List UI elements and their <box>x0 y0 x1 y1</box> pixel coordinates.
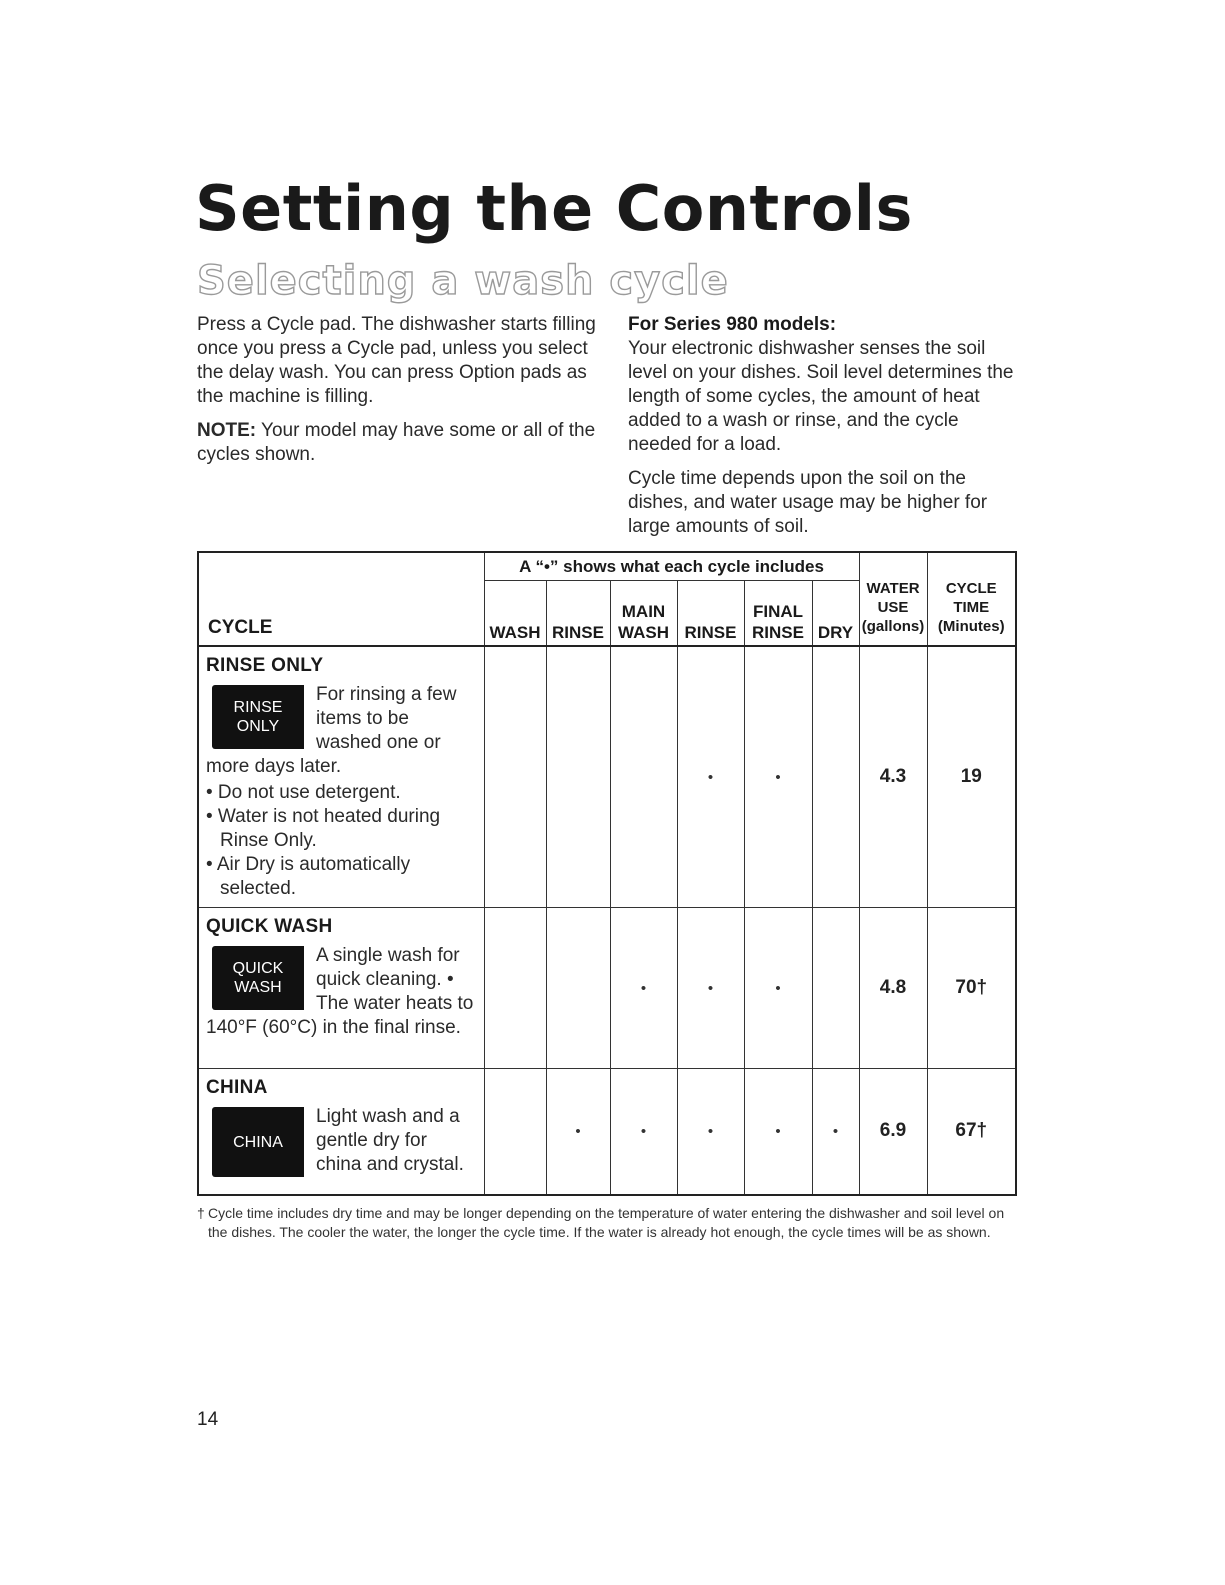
footnote <box>197 1204 1017 1242</box>
cycle-cell-rinse-only <box>198 646 484 908</box>
intro-paragraph: Press a Cycle pad. The dishwasher starts filling once you press a Cycle pad, unless you select the delay wash. You can press Option pads as the machine is filling. <box>197 314 596 407</box>
section-subtitle: Selecting a wash cycle <box>197 258 729 304</box>
includes-group-header: A “•” shows what each cycle includes <box>484 552 859 581</box>
water-header-line1: WATER <box>866 579 920 597</box>
included-dot: • <box>677 908 744 1069</box>
included-dot: • <box>744 646 812 908</box>
cycle-table <box>197 551 1017 1196</box>
included-dot: • <box>677 646 744 908</box>
included-dot: • <box>610 1069 677 1195</box>
footnote-text: Cycle time includes dry time and may be longer depending on the temperature of water entering the dishwasher and soil level on the dishes. The cooler the water, the longer the cycle time. If the water is already hot enough, the cycle times will be as shown. <box>208 1205 1005 1240</box>
included-dot: • <box>744 1069 812 1195</box>
time-header-line3: (Minutes) <box>937 617 1005 635</box>
cycle-time-value: 67† <box>927 1069 1016 1195</box>
bullet-item: • Do not use detergent. <box>206 782 401 803</box>
table-row <box>198 1069 1016 1195</box>
intro-left-column <box>197 313 597 477</box>
series-title: For Series 980 models: <box>628 314 837 335</box>
included-dot: • <box>610 908 677 1069</box>
water-header-line3: (gallons) <box>861 617 925 635</box>
column-header-final-rinse: FINAL RINSE <box>744 581 812 647</box>
cycle-name: CHINA <box>206 1077 268 1098</box>
page-number: 14 <box>197 1409 219 1430</box>
water-use-value: 4.8 <box>859 908 927 1069</box>
time-header-line2: TIME <box>953 598 990 616</box>
cycle-description: For rinsing a few items to be washed one or more days later. <box>206 684 457 777</box>
footnote-symbol: † <box>197 1205 205 1221</box>
cycle-cell-china <box>198 1069 484 1195</box>
note-paragraph <box>197 419 597 467</box>
series-paragraph-2: Cycle time depends upon the soil on the dishes, and water usage may be higher for large amounts of soil. <box>628 468 988 537</box>
table-row <box>198 908 1016 1069</box>
column-header-dry: DRY <box>812 581 859 647</box>
cycle-time-value: 19 <box>927 646 1016 908</box>
quick-wash-pad-icon: QUICK WASH <box>212 946 304 1010</box>
intro-right-column <box>628 313 1023 549</box>
note-label: NOTE: <box>197 420 257 441</box>
cycle-name: QUICK WASH <box>206 916 333 937</box>
cycle-time-header <box>927 552 1016 646</box>
cycle-cell-quick-wash <box>198 908 484 1069</box>
included-dot: • <box>744 908 812 1069</box>
water-use-value: 4.3 <box>859 646 927 908</box>
bullet-item: • Air Dry is automatically selected. <box>206 854 411 899</box>
note-text: Your model may have some or all of the cycles shown. <box>197 420 596 465</box>
series-paragraph-1: Your electronic dishwasher senses the soil level on your dishes. Soil level determines the length of some cycles, the amount of heat added to a wash or rinse, and the cycle needed for a load. <box>628 338 1014 455</box>
included-dot: • <box>812 1069 859 1195</box>
cycle-description: Light wash and a gentle dry for china and crystal. <box>316 1106 464 1175</box>
page-title: Setting the Controls <box>195 172 913 245</box>
rinse-only-pad-icon: RINSE ONLY <box>212 685 304 749</box>
column-header-main-wash: MAIN WASH <box>610 581 677 647</box>
time-header-line1: CYCLE <box>945 579 997 597</box>
included-dot: • <box>546 1069 610 1195</box>
included-dot: • <box>677 1069 744 1195</box>
china-pad-icon: CHINA <box>212 1107 304 1177</box>
water-header-line2: USE <box>877 598 909 616</box>
cycle-time-value: 70† <box>927 908 1016 1069</box>
cycle-description: A single wash for quick cleaning. • The water heats to 140°F (60°C) in the final rinse. <box>206 945 474 1038</box>
water-use-header <box>859 552 927 646</box>
cycle-name: RINSE ONLY <box>206 655 324 676</box>
column-header-wash: WASH <box>484 581 546 647</box>
column-header-rinse-2: RINSE <box>677 581 744 647</box>
column-header-rinse: RINSE <box>546 581 610 647</box>
table-row <box>198 646 1016 908</box>
water-use-value: 6.9 <box>859 1069 927 1195</box>
cycle-column-header: CYCLE <box>198 552 484 646</box>
bullet-item: • Water is not heated during Rinse Only. <box>206 806 441 851</box>
